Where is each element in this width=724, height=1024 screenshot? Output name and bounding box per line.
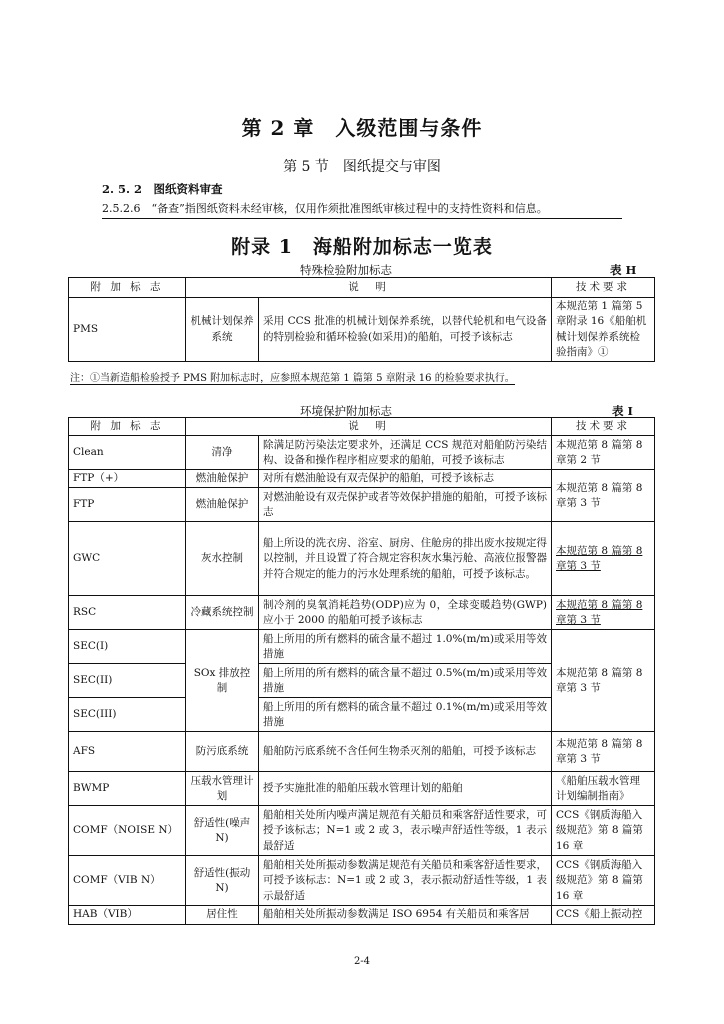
table-header-row bbox=[69, 278, 655, 298]
table-row bbox=[69, 470, 655, 488]
table-h-number: 表 H bbox=[610, 263, 637, 277]
row-name: 舒适性(噪声 N) bbox=[186, 806, 259, 856]
clause-heading: 2. 5. 2 图纸资料审查 bbox=[102, 182, 223, 196]
row-desc: 采用 CCS 批准的机械计划保养系统，以替代轮机和电气设备的特别检验和循环检验(如采用)的船舶，可授予该标志 bbox=[259, 298, 552, 362]
row-code: RSC bbox=[69, 596, 186, 630]
table-row bbox=[69, 856, 655, 906]
row-code: SEC(II) bbox=[69, 664, 186, 698]
row-name: 燃油舱保护 bbox=[186, 470, 259, 488]
row-req: 本规范第 8 篇第 8 章第 3 节 bbox=[552, 470, 655, 522]
row-code: COMF（VIB N） bbox=[69, 856, 186, 906]
row-code: SEC(I) bbox=[69, 630, 186, 664]
row-req: 本规范第 8 篇第 8 章第 3 节 bbox=[552, 522, 655, 596]
row-code: AFS bbox=[69, 732, 186, 772]
row-code: GWC bbox=[69, 522, 186, 596]
header-desc: 说 明 bbox=[186, 278, 552, 298]
table-i-number: 表 I bbox=[612, 404, 633, 418]
row-desc: 船上所用的所有燃料的硫含量不超过 0.5%(m/m)或采用等效措施 bbox=[259, 664, 552, 698]
row-req: CCS《钢质海船入级规范》第 8 篇第 16 章 bbox=[552, 856, 655, 906]
table-i-caption: 环境保护附加标志 bbox=[300, 404, 392, 418]
row-req: 《船舶压载水管理计划编制指南》 bbox=[552, 772, 655, 806]
row-desc: 对所有燃油舱设有双壳保护的船舶，可授予该标志 bbox=[259, 470, 552, 488]
section-title: 第 5 节 图纸提交与审图 bbox=[283, 159, 441, 175]
row-name: 灰水控制 bbox=[186, 522, 259, 596]
header-req: 技术要求 bbox=[552, 278, 655, 298]
row-code: COMF（NOISE N） bbox=[69, 806, 186, 856]
header-mark: 附 加 标 志 bbox=[69, 278, 186, 298]
row-code: Clean bbox=[69, 436, 186, 470]
table-row bbox=[69, 806, 655, 856]
table-h bbox=[68, 277, 655, 362]
header-mark: 附 加 标 志 bbox=[69, 418, 186, 436]
row-desc: 船舶防污底系统不含任何生物杀灭剂的船舶，可授予该标志 bbox=[259, 732, 552, 772]
row-req: 本规范第 8 篇第 8 章第 3 节 bbox=[552, 630, 655, 732]
table-row bbox=[69, 596, 655, 630]
row-name: 冷藏系统控制 bbox=[186, 596, 259, 630]
row-req: CCS《船上振动控 bbox=[552, 906, 655, 924]
row-name: 舒适性(振动 N) bbox=[186, 856, 259, 906]
row-req: 本规范第 8 篇第 8 章第 3 节 bbox=[552, 732, 655, 772]
row-name: SOx 排放控制 bbox=[186, 630, 259, 732]
row-name: 机械计划保养系统 bbox=[186, 298, 259, 362]
header-desc: 说 明 bbox=[186, 418, 552, 436]
row-desc: 船舶相关处所振动参数满足 ISO 6954 有关船员和乘客居 bbox=[259, 906, 552, 924]
row-req: CCS《钢质海船入级规范》第 8 篇第 16 章 bbox=[552, 806, 655, 856]
row-desc: 船舶相关处所内噪声满足规范有关船员和乘客舒适性要求，可授予该标志；N=1 或 2 或 3，表示噪声舒适性等级，1 表示最舒适 bbox=[259, 806, 552, 856]
appendix-title: 附录 1 海船附加标志一览表 bbox=[231, 236, 493, 258]
row-name: 压载水管理计划 bbox=[186, 772, 259, 806]
row-name: 清净 bbox=[186, 436, 259, 470]
table-row bbox=[69, 732, 655, 772]
row-desc: 对燃油舱设有双壳保护或者等效保护措施的船舶，可授予该标志 bbox=[259, 488, 552, 522]
row-desc: 授予实施批准的船舶压载水管理计划的船舶 bbox=[259, 772, 552, 806]
row-req: 本规范第 8 篇第 8 章第 3 节 bbox=[552, 596, 655, 630]
table-i bbox=[68, 417, 655, 925]
table-h-note: 注：①当新造船检验授予 PMS 附加标志时，应参照本规范第 1 篇第 5 章附录 16 的检验要求执行。 bbox=[70, 373, 515, 384]
table-row bbox=[69, 522, 655, 596]
row-code: SEC(III) bbox=[69, 698, 186, 732]
clause-text: 2.5.2.6 “备查”指图纸资料未经审核，仅用作须批准图纸审核过程中的支持性资料和信息。 bbox=[102, 200, 622, 219]
row-desc: 船上所设的洗衣房、浴室、厨房、住舱房的排出废水按规定得以控制，并且设置了符合规定容积灰水集污舱、高液位报警器并符合规定的能力的污水处理系统的船舶，可授予该标志。 bbox=[259, 522, 552, 596]
row-req: 本规范第 8 篇第 8 章第 2 节 bbox=[552, 436, 655, 470]
header-req: 技术要求 bbox=[552, 418, 655, 436]
table-row bbox=[69, 436, 655, 470]
row-req: 本规范第 1 篇第 5 章附录 16《船舶机械计划保养系统检验指南》① bbox=[552, 298, 655, 362]
row-desc: 制冷剂的臭氧消耗趋势(ODP)应为 0，全球变暖趋势(GWP)应小于 2000 的船舶可授予该标志 bbox=[259, 596, 552, 630]
row-code: FTP bbox=[69, 488, 186, 522]
row-desc: 除满足防污染法定要求外，还满足 CCS 规范对船舶防污染结构、设备和操作程序相应要求的船舶，可授予该标志 bbox=[259, 436, 552, 470]
table-row bbox=[69, 298, 655, 362]
row-code: PMS bbox=[69, 298, 186, 362]
row-desc: 船上所用的所有燃料的硫含量不超过 1.0%(m/m)或采用等效措施 bbox=[259, 630, 552, 664]
row-code: FTP（+） bbox=[69, 470, 186, 488]
table-row bbox=[69, 772, 655, 806]
table-header-row bbox=[69, 418, 655, 436]
table-row bbox=[69, 906, 655, 924]
row-desc: 船舶相关处所振动参数满足规范有关船员和乘客舒适性要求，可授予该标志：N=1 或 2 或 3，表示振动舒适性等级，1 表示最舒适 bbox=[259, 856, 552, 906]
row-name: 防污底系统 bbox=[186, 732, 259, 772]
row-name: 燃油舱保护 bbox=[186, 488, 259, 522]
chapter-title: 第 2 章 入级范围与条件 bbox=[241, 116, 483, 140]
row-code: BWMP bbox=[69, 772, 186, 806]
row-desc: 船上所用的所有燃料的硫含量不超过 0.1%(m/m)或采用等效措施 bbox=[259, 698, 552, 732]
row-name: 居住性 bbox=[186, 906, 259, 924]
table-row bbox=[69, 630, 655, 664]
table-h-caption: 特殊检验附加标志 bbox=[300, 263, 392, 277]
page-number: 2-4 bbox=[353, 956, 371, 967]
row-code: HAB（VIB） bbox=[69, 906, 186, 924]
